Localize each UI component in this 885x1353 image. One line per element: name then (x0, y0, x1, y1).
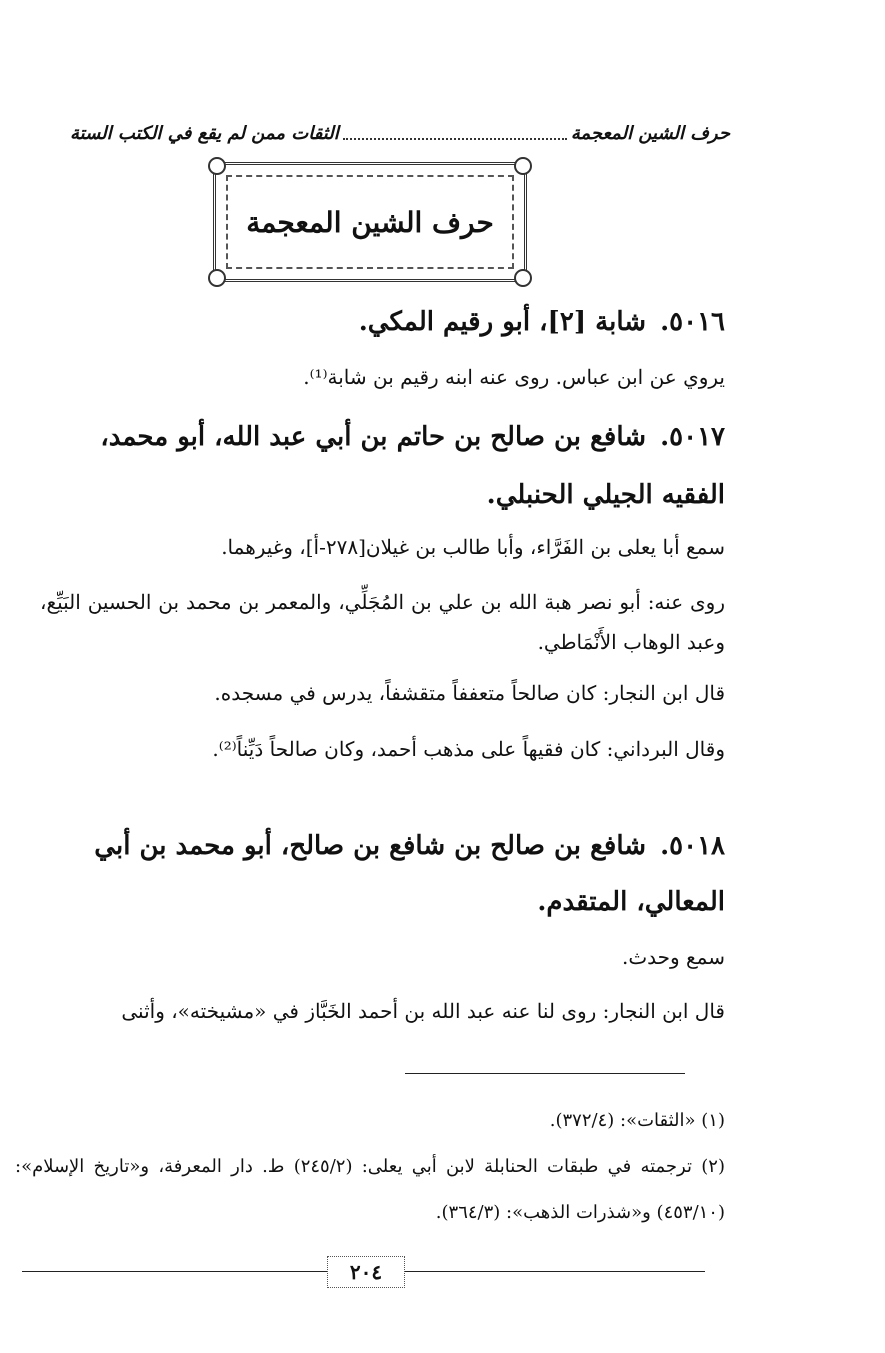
page-number: ٢٠٤ (327, 1256, 405, 1288)
entry-paragraph: روى عنه: أبو نصر هبة الله بن علي بن المُجَلِّي، والمعمر بن محمد بن الحسين البَيِّع، وعبد الوهاب الأَنْمَاطي. (40, 590, 725, 654)
running-header-dots (343, 138, 567, 140)
entry-paragraph: سمع أبا يعلى بن الفَرَّاء، وأبا طالب بن غيلان[٢٧٨-أ]، وغيرهما. (221, 535, 725, 559)
entry-paragraph: يروي عن ابن عباس. روى عنه ابنه رقيم بن شابة⁽¹⁾. (303, 365, 725, 389)
footnote-separator (405, 1073, 685, 1074)
entry-heading (40, 292, 725, 352)
entry-name: شافع بن صالح بن حاتم بن أبي عبد الله، أبو محمد، الفقيه الجيلي الحنبلي. (100, 422, 725, 510)
entry-paragraph: قال ابن النجار: كان صالحاً متعففاً متقشفاً، يدرس في مسجده. (214, 681, 725, 705)
entry-number: ٥٠١٦. (660, 307, 725, 337)
footer-rule-left (22, 1271, 327, 1272)
entry-heading (40, 408, 725, 524)
entry-name: شابة [٢]، أبو رقيم المكي. (358, 307, 647, 337)
entry-paragraph: وقال البرداني: كان فقيهاً على مذهب أحمد، وكان صالحاً دَيِّناً⁽²⁾. (212, 737, 725, 761)
running-header (70, 118, 730, 148)
entry-number: ٥٠١٧. (660, 422, 725, 452)
entry-paragraph: قال ابن النجار: روى لنا عنه عبد الله بن أحمد الخَبَّاز في «مشيخته»، وأثنى (121, 999, 725, 1023)
running-header-book-title: الثقات ممن لم يقع في الكتب الستة (70, 122, 339, 144)
entry-number: ٥٠١٨. (660, 831, 725, 861)
entry-5016 (40, 292, 725, 352)
running-header-chapter: حرف الشين المعجمة (570, 122, 730, 144)
footnote-2: (٢) ترجمته في طبقات الحنابلة لابن أبي يعلى: (٢٤٥/٢) ط. دار المعرفة، و«تاريخ الإسلام»: (٤٥٣/١٠) و«شذرات الذهب»: (٣٦٤/٣). (15, 1156, 725, 1223)
entry-5018 (40, 818, 725, 930)
footnotes (15, 1098, 725, 1236)
entry-5017 (40, 408, 725, 524)
entry-name: شافع بن صالح بن شافع بن صالح، أبو محمد بن أبي المعالي، المتقدم. (94, 831, 725, 917)
entry-heading (40, 818, 725, 930)
footnote-1: (١) «الثقات»: (٣٧٢/٤). (549, 1110, 725, 1131)
chapter-title-frame (213, 162, 527, 282)
chapter-title: حرف الشين المعجمة (246, 205, 494, 239)
entry-5017-body (40, 532, 725, 764)
entry-paragraph: سمع وحدث. (621, 945, 725, 969)
entry-5018-body (40, 942, 725, 1026)
footer-rule-right (405, 1271, 705, 1272)
entry-5016-body (40, 362, 725, 392)
